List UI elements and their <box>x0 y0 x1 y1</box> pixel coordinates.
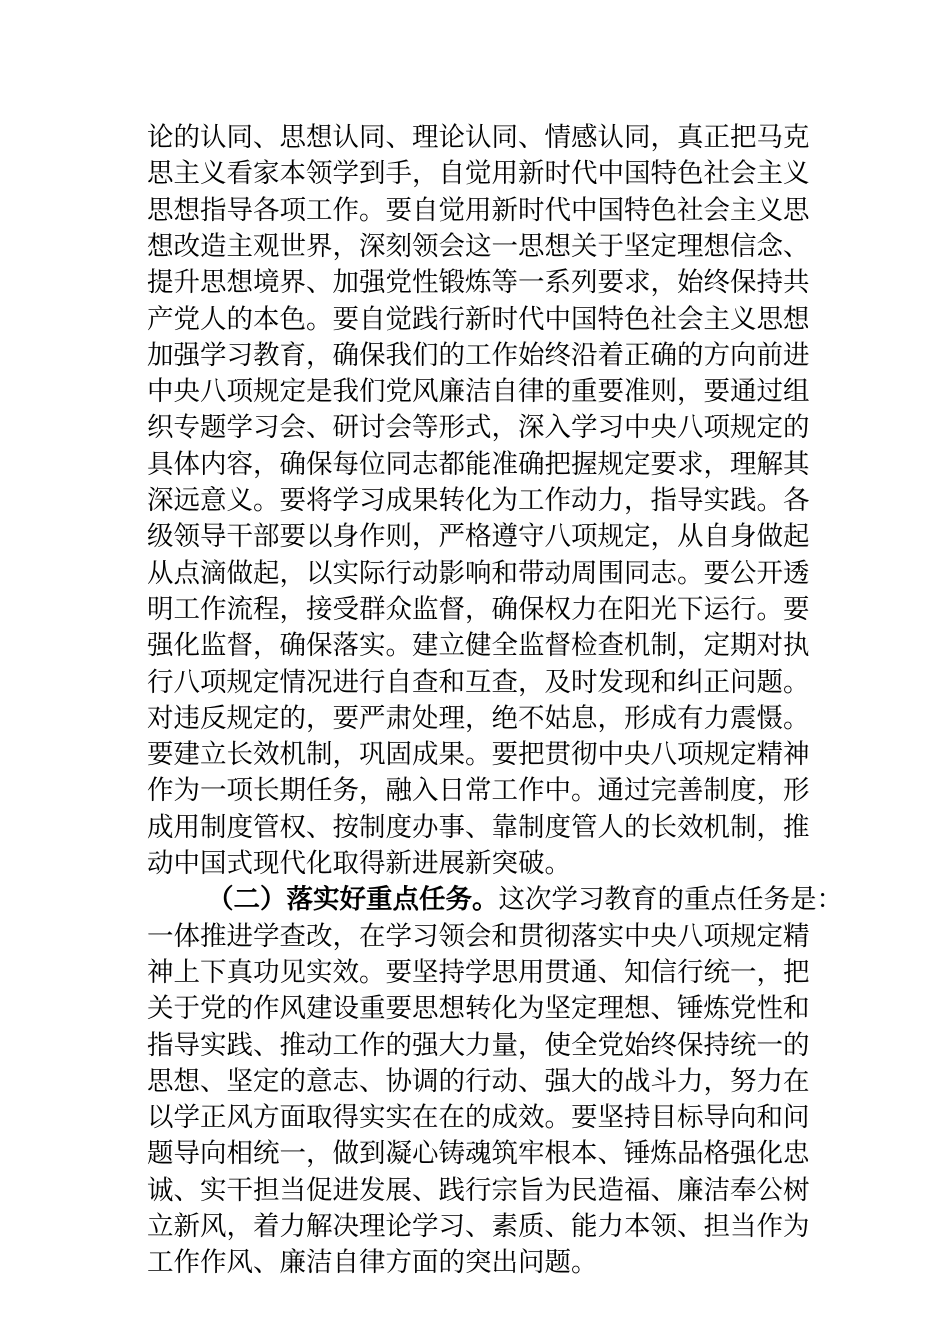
text-line: 行八项规定情况进行自查和互查，及时发现和纠正问题。 <box>147 666 810 698</box>
section-text-line: 题导向相统一，做到凝心铸魂筑牢根本、锤炼品格强化忠 <box>147 1138 810 1170</box>
text-line: 提升思想境界、加强党性锻炼等一系列要求，始终保持共 <box>147 267 810 299</box>
section-first-line-text: 这次学习教育的重点任务是： <box>498 884 843 916</box>
text-line: 产党人的本色。要自觉践行新时代中国特色社会主义思想 <box>147 303 810 335</box>
section-text-line: 工作作风、廉洁自律方面的突出问题。 <box>147 1247 598 1279</box>
text-line: 中央八项规定是我们党风廉洁自律的重要准则，要通过组 <box>147 376 810 408</box>
text-line: 深远意义。要将学习成果转化为工作动力，指导实践。各 <box>147 485 810 516</box>
section-text-line: 一体推进学查改，在学习领会和贯彻落实中央八项规定精 <box>147 920 810 952</box>
section-text-line: 以学正风方面取得实实在在的成效。要坚持目标导向和问 <box>147 1102 810 1134</box>
text-line: 想改造主观世界，深刻领会这一思想关于坚定理想信念、 <box>147 230 810 262</box>
text-line: 从点滴做起，以实际行动影响和带动周围同志。要公开透 <box>147 557 810 589</box>
text-line: 思主义看家本领学到手，自觉用新时代中国特色社会主义 <box>147 158 810 190</box>
section-text-line: 神上下真功见实效。要坚持学思用贯通、知信行统一，把 <box>147 956 810 988</box>
section-text-line: 思想、坚定的意志、协调的行动、强大的战斗力，努力在 <box>147 1065 810 1097</box>
text-line: 具体内容，确保每位同志都能准确把握规定要求，理解其 <box>147 448 810 480</box>
section-text-line: 诚、实干担当促进发展、践行宗旨为民造福、廉洁奉公树 <box>147 1174 810 1206</box>
section-text-line: 立新风，着力解决理论学习、素质、能力本领、担当作为 <box>147 1211 810 1242</box>
text-line: 作为一项长期任务，融入日常工作中。通过完善制度，形 <box>147 775 810 807</box>
section-text-line: 关于党的作风建设重要思想转化为坚定理想、锤炼党性和 <box>147 993 810 1025</box>
text-line: 强化监督，确保落实。建立健全监督检查机制，定期对执 <box>147 630 810 662</box>
text-line: 要建立长效机制，巩固成果。要把贯彻中央八项规定精神 <box>147 739 810 771</box>
text-line: 明工作流程，接受群众监督，确保权力在阳光下运行。要 <box>147 593 810 625</box>
text-line: 级领导干部要以身作则，严格遵守八项规定，从自身做起 <box>147 521 810 553</box>
section-text-line: 指导实践、推动工作的强大力量，使全党始终保持统一的 <box>147 1029 810 1061</box>
section-heading: （二）落实好重点任务。 <box>207 884 499 916</box>
text-line: 对违反规定的，要严肃处理，绝不姑息，形成有力震慑。 <box>147 702 810 734</box>
text-line: 思想指导各项工作。要自觉用新时代中国特色社会主义思 <box>147 194 810 226</box>
text-line: 成用制度管权、按制度办事、靠制度管人的长效机制，推 <box>147 811 810 843</box>
text-line: 织专题学习会、研讨会等形式，深入学习中央八项规定的 <box>147 412 810 444</box>
text-line: 动中国式现代化取得新进展新突破。 <box>147 848 571 879</box>
text-line: 加强学习教育，确保我们的工作始终沿着正确的方向前进 <box>147 339 810 371</box>
section-first-line <box>207 881 843 918</box>
text-line: 论的认同、思想认同、理论认同、情感认同，真正把马克 <box>147 122 810 153</box>
